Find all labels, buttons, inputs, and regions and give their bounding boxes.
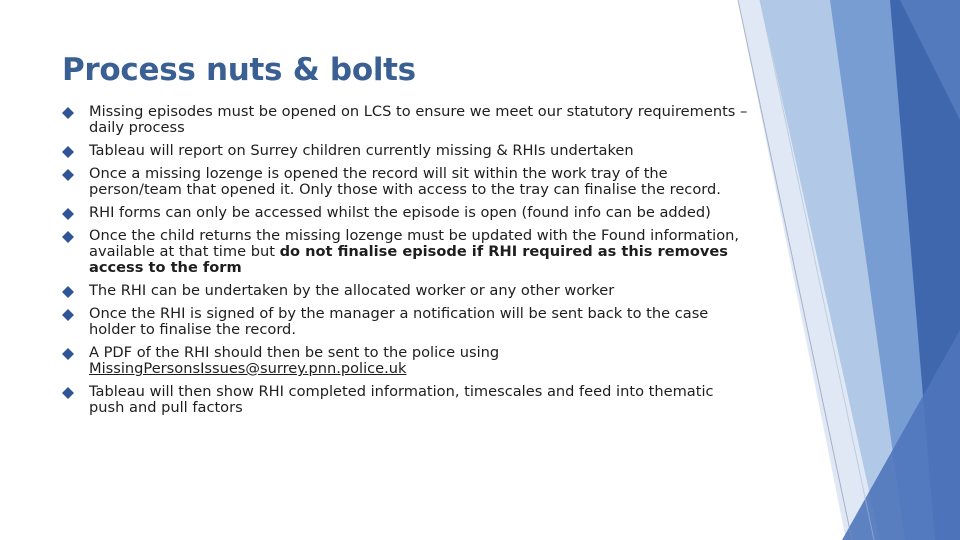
slide-title: Process nuts & bolts: [62, 52, 416, 88]
bullet-item: [62, 306, 752, 338]
diamond-bullet-icon: [62, 286, 74, 298]
diamond-bullet-icon: [62, 231, 74, 243]
bullet-text: Missing episodes must be opened on LCS to ensure we meet our statutory requirements – daily process: [89, 103, 748, 136]
diamond-bullet-icon: [62, 208, 74, 220]
bullet-item: [62, 345, 752, 377]
bullet-text: A PDF of the RHI should then be sent to the police using: [89, 344, 500, 361]
bullet-item: [62, 205, 752, 221]
diamond-bullet-icon: [62, 309, 74, 321]
police-email-link[interactable]: MissingPersonsIssues@surrey.pnn.police.uk: [89, 360, 407, 377]
bullet-item: [62, 283, 752, 299]
diamond-bullet-icon: [62, 146, 74, 158]
bullet-item: [62, 384, 752, 416]
bullet-text: Once the child returns the missing lozenge must be updated with the Found information, available at that time but: [89, 227, 740, 260]
bullet-item: [62, 104, 752, 136]
bullet-text: The RHI can be undertaken by the allocated worker or any other worker: [89, 282, 615, 299]
bullet-text: Tableau will then show RHI completed information, timescales and feed into thematic push and pull factors: [89, 383, 714, 416]
bullet-text: Once a missing lozenge is opened the record will sit within the work tray of the person/team that opened it. Only those with access to the tray can finalise the record.: [89, 165, 721, 198]
diamond-bullet-icon: [62, 387, 74, 399]
bullet-text: Tableau will report on Surrey children currently missing & RHIs undertaken: [89, 142, 634, 159]
bullet-item: [62, 228, 752, 276]
bullet-item: [62, 143, 752, 159]
bullet-text: RHI forms can only be accessed whilst the episode is open (found info can be added): [89, 204, 711, 221]
bullet-list: [62, 104, 752, 423]
bullet-text: Once the RHI is signed of by the manager a notification will be sent back to the case holder to finalise the record.: [89, 305, 709, 338]
diamond-bullet-icon: [62, 107, 74, 119]
diamond-bullet-icon: [62, 169, 74, 181]
bullet-bold-text: do not finalise episode if RHI required as this removes access to the form: [89, 243, 728, 276]
bullet-item: [62, 166, 752, 198]
diamond-bullet-icon: [62, 348, 74, 360]
